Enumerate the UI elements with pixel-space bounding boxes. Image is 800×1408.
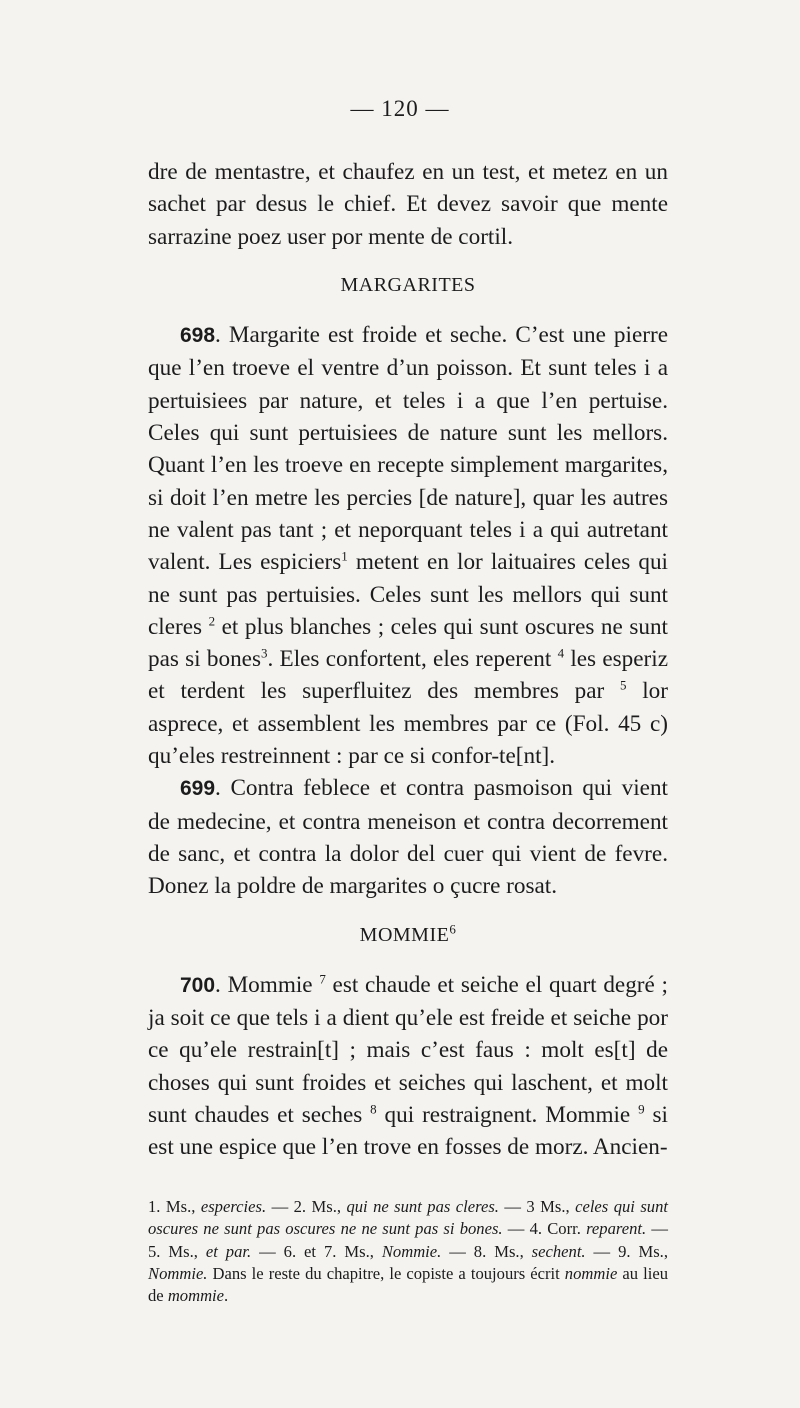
footnote-ref: 2	[208, 613, 216, 629]
section-heading-mommie	[148, 919, 668, 951]
footnote-text: mommie	[167, 1286, 225, 1306]
footnote-ref: 3	[260, 645, 268, 661]
footnote-ref: 6	[449, 920, 457, 936]
footnote-label: — 2. Ms.,	[266, 1197, 347, 1216]
paragraph-text: qui restraignent. Mommie	[376, 1102, 639, 1129]
footnote-label: — 3 Ms.,	[498, 1197, 576, 1216]
paragraph-699	[148, 772, 668, 902]
footnote-text: sechent.	[531, 1241, 586, 1261]
footnote-text: espercies.	[200, 1197, 267, 1216]
footnote-text: celes qui sunt oscures ne sunt pas oscures ne ne sunt pas si bones.	[148, 1197, 668, 1239]
section-heading-margarites: MARGARITES	[340, 273, 476, 296]
paragraph-text: . Eles confortent, eles reperent	[267, 646, 558, 673]
paragraph-text: si est une espice que l’en trove en fosses de morz. Ancien-	[148, 1102, 668, 1161]
intro-paragraph: dre de mentastre, et chaufez en un test, et metez en un sachet par desus le chief. Et devez savoir que mente sarrazine poez user por mente de cortil.	[148, 159, 668, 250]
footnote-ref: 7	[319, 971, 326, 987]
footnote-text: et par.	[205, 1241, 252, 1261]
footnotes	[148, 1196, 668, 1307]
footnote-ref: 1	[341, 548, 348, 564]
footnote-text: .	[224, 1286, 229, 1306]
paragraph-text: lor asprece, et assemblent les membres par ce (Fol. 45 c) qu’eles restreinnent : par ce si confor-te[nt].	[148, 678, 668, 770]
paragraph-text: . Mommie	[215, 971, 320, 998]
paragraph-698	[148, 319, 668, 772]
paragraph-number: 698	[180, 324, 216, 348]
footnote-text: Nommie.	[148, 1263, 208, 1283]
footnote-ref: 8	[370, 1101, 377, 1117]
footnote-label: — 4. Corr.	[502, 1219, 587, 1239]
paragraph-text: et plus blanches ; celes qui sunt oscures ne sunt pas si bones	[148, 613, 668, 673]
footnote-ref: 5	[619, 677, 627, 693]
page-number: — 120 —	[350, 96, 450, 121]
footnote-label: — 9. Ms.,	[585, 1241, 668, 1261]
footnote-ref: 4	[557, 645, 565, 661]
paragraph-700	[148, 969, 668, 1164]
footnote-text: nommie	[564, 1263, 618, 1283]
footnote-text: Dans le reste du chapitre, le copiste a toujours écrit	[207, 1263, 565, 1283]
paragraph-text: est chaude et seiche el quart degré ; ja soit ce que tels i a dient qu’ele est freide et seiche por ce qu’ele restrain[t] ; mais c’est faus : molt es[t] de choses qui sunt froides et seiches qui laschent, et molt sunt chaudes et seches	[148, 971, 668, 1129]
paragraph-text: metent en lor laituaires celes qui ne sunt pas pertuisies. Celes sunt les mellors qui sunt cleres	[148, 549, 668, 640]
footnote-text: qui ne sunt pas cleres.	[346, 1197, 499, 1216]
footnote-ref: 9	[638, 1101, 645, 1117]
footnote-text: reparent.	[586, 1219, 647, 1239]
footnote-text: Nommie.	[381, 1241, 442, 1261]
paragraph-text: les esperiz et terdent les superfluitez des membres par	[148, 646, 668, 705]
heading-text: MOMMIE	[359, 923, 450, 946]
footnote-label: — 6. et 7. Ms.,	[251, 1241, 382, 1261]
footnote-label: — 8. Ms.,	[441, 1241, 532, 1261]
footnote-label: — 5. Ms.,	[148, 1219, 668, 1261]
paragraph-number: 700	[180, 973, 216, 997]
main-text	[148, 156, 668, 1164]
footnote-label: 1. Ms.,	[148, 1197, 201, 1216]
paragraph-number: 699	[180, 777, 216, 801]
paragraph-text: . Margarite est froide et seche. C’est une pierre que l’en troeve el ventre d’un poisson. Et sunt teles i a pertuisiees par nature, et teles i a que l’en pertuise. Celes qui sunt pertuisiees de nature sunt les mellors. Quant l’en les troeve en recepte simplement margarites, si doit l’en metre les percies [de nature], quar les autres ne valent pas tant ; et neporquant teles i a qui autretant valent. Les espiciers	[148, 322, 668, 576]
footnote-text: au lieu de	[148, 1263, 668, 1306]
paragraph-text: . Contra feblece et contra pasmoison qui vient de medecine, et contra meneison et contra decorrement de sanc, et contra la dolor del cuer qui vient de fevre. Donez la poldre de margarites o çucre rosat.	[148, 775, 668, 900]
